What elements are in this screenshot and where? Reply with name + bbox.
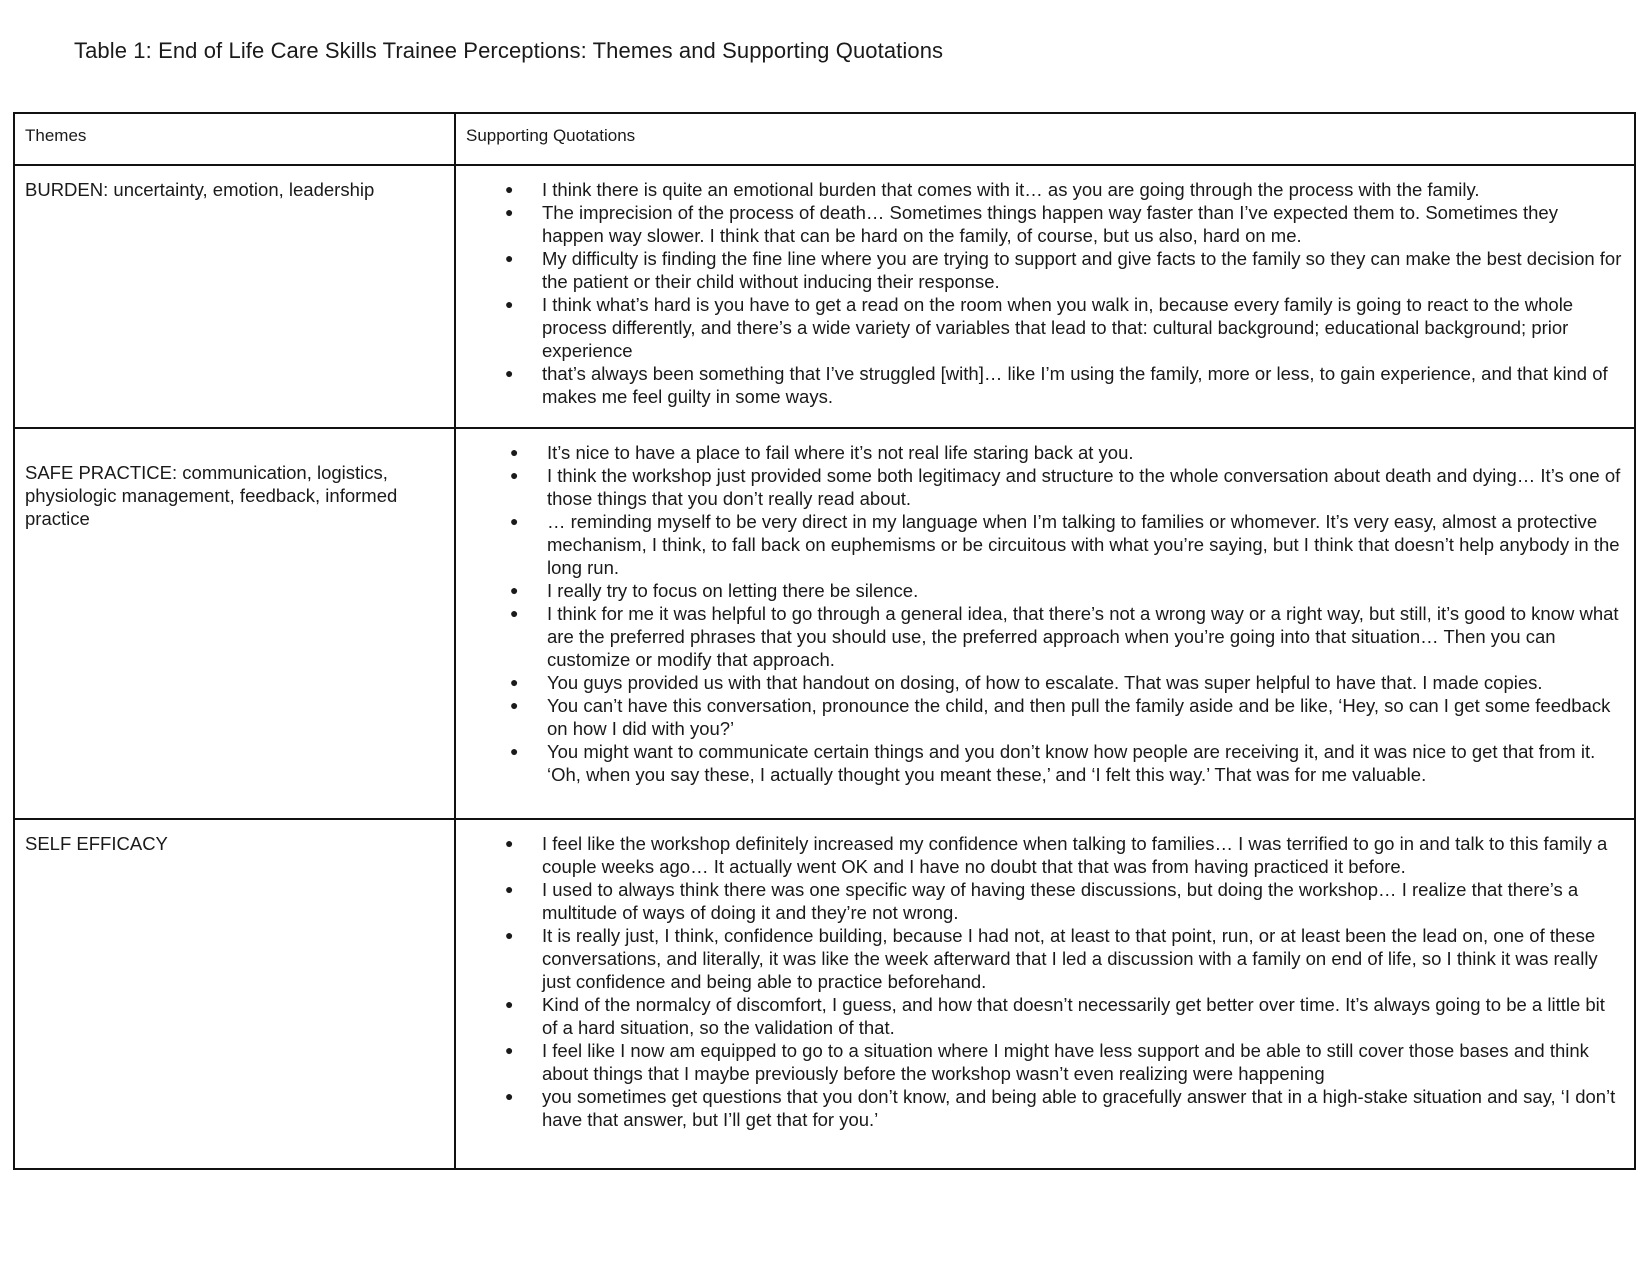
quotation-item bbox=[505, 178, 1624, 201]
quotation-item bbox=[510, 602, 1624, 671]
theme-cell bbox=[14, 819, 455, 1169]
bullet-icon: ● bbox=[510, 582, 519, 598]
quotation-list bbox=[456, 166, 1634, 418]
table-row-burden bbox=[14, 165, 1635, 428]
themes-header-label: Themes bbox=[25, 126, 87, 145]
quotation-item bbox=[510, 671, 1624, 694]
quotation-item bbox=[505, 201, 1624, 247]
quotation-item bbox=[505, 293, 1624, 362]
quotation-text: You can’t have this conversation, pronounce the child, and then pull the family aside and be like, ‘Hey, so can I get some feedback on how I did with you?’ bbox=[547, 695, 1611, 739]
bullet-icon: ● bbox=[505, 996, 514, 1012]
bullet-icon: ● bbox=[505, 250, 514, 266]
quotation-text: My difficulty is finding the fine line where you are trying to support and give facts to the family so they can make the best decision for the patient or their child without inducing their response. bbox=[542, 248, 1622, 292]
theme-label: BURDEN: uncertainty, emotion, leadership bbox=[25, 179, 375, 200]
quotation-text: I feel like I now am equipped to go to a situation where I might have less support and be able to still cover those bases and think about things that I maybe previously before the workshop wasn’t even realizing were happening bbox=[542, 1040, 1589, 1084]
quotations-cell bbox=[455, 165, 1635, 428]
bullet-icon: ● bbox=[510, 467, 519, 483]
quotations-column-header bbox=[455, 113, 1635, 165]
themes-quotations-table bbox=[13, 112, 1636, 1170]
quotation-item bbox=[510, 441, 1624, 464]
quotation-text: I think the workshop just provided some both legitimacy and structure to the whole conversation about death and dying… It’s one of those things that you don’t really read about. bbox=[547, 465, 1621, 509]
quotation-item bbox=[505, 1085, 1624, 1131]
quotation-text: I think what’s hard is you have to get a read on the room when you walk in, because every family is going to react to the whole process differently, and there’s a wide variety of variables that lead to that: cultural background; educational background; prior experience bbox=[542, 294, 1574, 361]
quotation-item bbox=[505, 924, 1624, 993]
bullet-icon: ● bbox=[510, 605, 519, 621]
table-row-safe-practice bbox=[14, 428, 1635, 819]
quotation-text: Kind of the normalcy of discomfort, I guess, and how that doesn’t necessarily get better over time. It’s always going to be a little bit of a hard situation, so the validation of that. bbox=[542, 994, 1605, 1038]
bullet-icon: ● bbox=[510, 513, 519, 529]
quotation-text: that’s always been something that I’ve struggled [with]… like I’m using the family, more or less, to gain experience, and that kind of makes me feel guilty in some ways. bbox=[542, 363, 1608, 407]
theme-label: SAFE PRACTICE: communication, logistics, physiologic management, feedback, informed practice bbox=[25, 462, 398, 529]
bullet-icon: ● bbox=[510, 697, 519, 713]
quotation-item bbox=[505, 878, 1624, 924]
bullet-icon: ● bbox=[505, 181, 514, 197]
quotation-text: I think there is quite an emotional burden that comes with it… as you are going through the process with the family. bbox=[542, 179, 1480, 200]
quotation-text: … reminding myself to be very direct in my language when I’m talking to families or whomever. It’s very easy, almost a protective mechanism, I think, to fall back on euphemisms or be circuitous with what you’re saying, but I think that doesn’t help anybody in the long run. bbox=[547, 511, 1620, 578]
bullet-icon: ● bbox=[505, 881, 514, 897]
quotation-text: You might want to communicate certain things and you don’t know how people are receiving it, and it was nice to get that from it. ‘Oh, when you say these, I actually thought you meant these,’ and ‘I felt this way.’ That was for me valuable. bbox=[547, 741, 1596, 785]
theme-cell bbox=[14, 165, 455, 428]
theme-cell bbox=[14, 428, 455, 819]
table-header-row bbox=[14, 113, 1635, 165]
quotation-text: I really try to focus on letting there be silence. bbox=[547, 580, 919, 601]
bullet-icon: ● bbox=[510, 444, 519, 460]
quotation-item bbox=[510, 694, 1624, 740]
quotation-text: It is really just, I think, confidence building, because I had not, at least to that point, run, or at least been the lead on, one of these conversations, and literally, it was like the week afterward that I led a discussion with a family on end of life, so I think it was really just confidence and being able to practice beforehand. bbox=[542, 925, 1598, 992]
quotation-text: I used to always think there was one specific way of having these discussions, but doing the workshop… I realize that there’s a multitude of ways of doing it and they’re not wrong. bbox=[542, 879, 1579, 923]
quotation-item bbox=[505, 993, 1624, 1039]
quotations-cell bbox=[455, 428, 1635, 819]
quotations-cell bbox=[455, 819, 1635, 1169]
quotation-item bbox=[510, 579, 1624, 602]
bullet-icon: ● bbox=[505, 365, 514, 381]
bullet-icon: ● bbox=[505, 927, 514, 943]
themes-column-header bbox=[14, 113, 455, 165]
quotation-list bbox=[456, 429, 1634, 796]
quotation-list bbox=[456, 820, 1634, 1141]
quotation-text: It’s nice to have a place to fail where it’s not real life staring back at you. bbox=[547, 442, 1134, 463]
quotation-text: you sometimes get questions that you don’t know, and being able to gracefully answer that in a high-stake situation and say, ‘I don’t have that answer, but I’ll get that for you.’ bbox=[542, 1086, 1616, 1130]
quotation-text: You guys provided us with that handout on dosing, of how to escalate. That was super helpful to have that. I made copies. bbox=[547, 672, 1543, 693]
theme-label: SELF EFFICACY bbox=[25, 833, 168, 854]
quotation-text: I feel like the workshop definitely increased my confidence when talking to families… I was terrified to go in and talk to this family a couple weeks ago… It actually went OK and I have no doubt that that was from having practiced it before. bbox=[542, 833, 1608, 877]
quotation-item bbox=[505, 247, 1624, 293]
quotation-text: The imprecision of the process of death… Sometimes things happen way faster than I’ve expected them to. Sometimes they happen way slower. I think that can be hard on the family, of course, but us also, hard on me. bbox=[542, 202, 1558, 246]
bullet-icon: ● bbox=[505, 1088, 514, 1104]
quotation-item bbox=[505, 1039, 1624, 1085]
bullet-icon: ● bbox=[505, 296, 514, 312]
bullet-icon: ● bbox=[505, 835, 514, 851]
quotation-item bbox=[505, 362, 1624, 408]
table-row-self-efficacy bbox=[14, 819, 1635, 1169]
table-title: Table 1: End of Life Care Skills Trainee Perceptions: Themes and Supporting Quotations bbox=[74, 38, 944, 63]
quotation-item bbox=[505, 832, 1624, 878]
quotation-item bbox=[510, 464, 1624, 510]
bullet-icon: ● bbox=[505, 1042, 514, 1058]
quotations-header-label: Supporting Quotations bbox=[466, 126, 636, 145]
quotation-item bbox=[510, 740, 1624, 786]
quotation-text: I think for me it was helpful to go through a general idea, that there’s not a wrong way or a right way, but still, it’s good to know what are the preferred phrases that you should use, the preferred approach when you’re going into that situation… Then you can customize or modify that approach. bbox=[547, 603, 1619, 670]
bullet-icon: ● bbox=[510, 674, 519, 690]
bullet-icon: ● bbox=[505, 204, 514, 220]
quotation-item bbox=[510, 510, 1624, 579]
bullet-icon: ● bbox=[510, 743, 519, 759]
